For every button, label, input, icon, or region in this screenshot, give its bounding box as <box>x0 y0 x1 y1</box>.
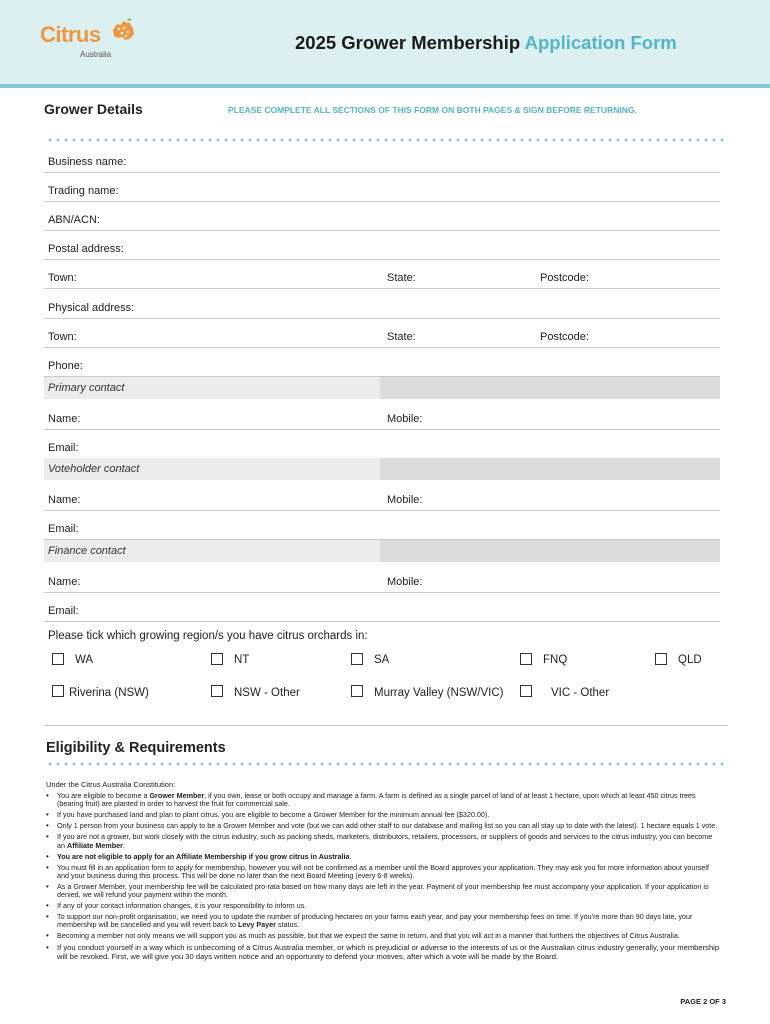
primary-contact-header <box>44 377 720 399</box>
list-item: • Becoming a member not only means we will support you as much as possible, but that we expect the same in return, and that you will act in a manner that furthers the objectives of Citrus Australia. <box>46 932 720 940</box>
business-name-field[interactable] <box>44 148 720 173</box>
list-item: • If you are not a grower, but work closely with the citrus industry, such as packing sheds, marketers, distributors, retailers, processors, or suppliers of goods and services to the citrus industry, you can become an Affiliate Member. <box>46 833 720 850</box>
abn-label: ABN/ACN: <box>48 214 100 226</box>
town-label: Town: <box>48 272 77 284</box>
dotted-divider <box>46 762 728 766</box>
page-title <box>295 32 677 54</box>
region-label-sa: SA <box>374 654 390 666</box>
postcode-label: Postcode: <box>540 272 589 284</box>
list-item: • Only 1 person from your business can apply to be a Grower Member and vote (but we can add other staff to our database and mailing list so you can all stay up to date with the latest). 1 hectare equals 1 vote. <box>46 822 720 830</box>
list-item: • If you conduct yourself in a way which is unbecoming of a Citrus Australia member, or which is prejudicial or adverse to the interests of us or the Australian citrus industry generally, your membership will be revoked. First, we will give you 30 days written notice and an opportunity to defend your motives, after which a vote will be made by the Board. <box>46 943 720 961</box>
list-item: • If you have purchased land and plan to plant citrus, you are eligible to become a Grower Member for the minimum annual fee ($320.00). <box>46 811 720 819</box>
postal-address-label: Postal address: <box>48 243 124 255</box>
eligibility-intro: Under the Citrus Australia Constitution: <box>46 780 176 789</box>
primary-name-row[interactable] <box>44 400 720 430</box>
region-label-fnq: FNQ <box>543 654 568 666</box>
region-label-murray-valley: Murray Valley (NSW/VIC) <box>374 687 504 699</box>
mobile-label: Mobile: <box>387 413 423 425</box>
grower-details-heading: Grower Details <box>44 101 143 117</box>
checkbox-qld[interactable] <box>655 653 667 665</box>
list-item: • As a Grower Member, your membership fee will be calculated pro-rata based on how many days are left in the year. Payment of your membership fee must accompany your application. If your application is denied, we will refund your payment within the month. <box>46 883 720 900</box>
form-instruction: PLEASE COMPLETE ALL SECTIONS OF THIS FORM ON BOTH PAGES & SIGN BEFORE RETURNING. <box>228 105 637 115</box>
physical-town-row[interactable] <box>44 319 720 348</box>
region-label-nsw-other: NSW - Other <box>234 687 300 699</box>
logo-subtitle: Australia <box>80 50 112 59</box>
voteholder-email-row[interactable] <box>44 511 720 540</box>
finance-email-row[interactable] <box>44 593 720 622</box>
title-accent: Application Form <box>524 32 677 53</box>
title-main: 2025 Grower Membership <box>295 32 521 53</box>
eligibility-heading: Eligibility & Requirements <box>46 740 226 756</box>
email-label: Email: <box>48 442 79 454</box>
primary-contact-label: Primary contact <box>48 382 125 394</box>
list-item: • You must fill in an application form to apply for membership, however you will not be confirmed as a member until the Board approves your application. They may ask you for more information about yourself and your business during this process. This will be done no later than the next Board Meeting (every 6-8 weeks). <box>46 864 720 881</box>
section-divider <box>44 725 728 726</box>
business-name-label: Business name: <box>48 156 127 168</box>
logo-wordmark: Citrus <box>40 22 101 47</box>
physical-address-label: Physical address: <box>48 302 135 314</box>
voteholder-name-row[interactable] <box>44 481 720 511</box>
primary-email-row[interactable] <box>44 430 720 459</box>
email-label: Email: <box>48 523 79 535</box>
abn-field[interactable] <box>44 202 720 231</box>
physical-address-field[interactable] <box>44 289 720 319</box>
list-item: • To support our non-profit organisation, we need you to update the number of producing hectares on your farms each year, and pay your membership fees on time. If you're more than 90 days late, your membership will be cancelled and you will revert back to Levy Payer status. <box>46 913 720 930</box>
region-label-qld: QLD <box>678 654 702 666</box>
voteholder-contact-label: Voteholder contact <box>48 463 140 475</box>
eligibility-list <box>46 792 720 964</box>
checkbox-fnq[interactable] <box>520 653 532 665</box>
checkbox-sa[interactable] <box>351 653 363 665</box>
checkbox-vic-other[interactable] <box>520 685 532 697</box>
postcode-label: Postcode: <box>540 331 589 343</box>
checkbox-nsw-other[interactable] <box>211 685 223 697</box>
region-label-wa: WA <box>75 654 94 666</box>
page-header <box>0 0 770 88</box>
citrus-australia-logo <box>40 22 112 59</box>
name-label: Name: <box>48 494 81 506</box>
region-question: Please tick which growing region/s you have citrus orchards in: <box>48 630 368 642</box>
trading-name-field[interactable] <box>44 173 720 202</box>
mobile-label: Mobile: <box>387 494 423 506</box>
checkbox-riverina[interactable] <box>52 685 64 697</box>
checkbox-murray-valley[interactable] <box>351 685 363 697</box>
phone-label: Phone: <box>48 360 83 372</box>
checkbox-wa[interactable] <box>52 653 64 665</box>
postal-address-field[interactable] <box>44 231 720 260</box>
finance-name-row[interactable] <box>44 563 720 593</box>
checkbox-nt[interactable] <box>211 653 223 665</box>
region-label-nt: NT <box>234 654 250 666</box>
list-item: • You are eligible to become a Grower Member, if you own, lease or both occupy and manage a farm. A farm is defined as a single parcel of land of at least 1 hectare, upon which at least 450 citrus trees (bearing fruit) are planted in order to harvest the fruit for commercial sale. <box>46 792 720 809</box>
page-number: PAGE 2 OF 3 <box>680 997 726 1006</box>
region-label-riverina: Riverina (NSW) <box>69 687 149 699</box>
trading-name-label: Trading name: <box>48 185 119 197</box>
dotted-divider <box>46 138 728 142</box>
finance-contact-label: Finance contact <box>48 545 126 557</box>
town-label: Town: <box>48 331 77 343</box>
state-label: State: <box>387 331 416 343</box>
list-item: • If any of your contact information changes, it is your responsibility to inform us. <box>46 902 720 910</box>
finance-contact-header <box>44 540 720 562</box>
email-label: Email: <box>48 605 79 617</box>
name-label: Name: <box>48 576 81 588</box>
region-label-vic-other: VIC - Other <box>551 687 610 699</box>
state-label: State: <box>387 272 416 284</box>
australia-map-icon <box>110 18 136 44</box>
list-item: • You are not eligible to apply for an Affiliate Membership if you grow citrus in Australia. <box>46 853 720 861</box>
postal-town-row[interactable] <box>44 260 720 289</box>
mobile-label: Mobile: <box>387 576 423 588</box>
phone-field[interactable] <box>44 348 720 377</box>
voteholder-contact-header <box>44 458 720 480</box>
name-label: Name: <box>48 413 81 425</box>
